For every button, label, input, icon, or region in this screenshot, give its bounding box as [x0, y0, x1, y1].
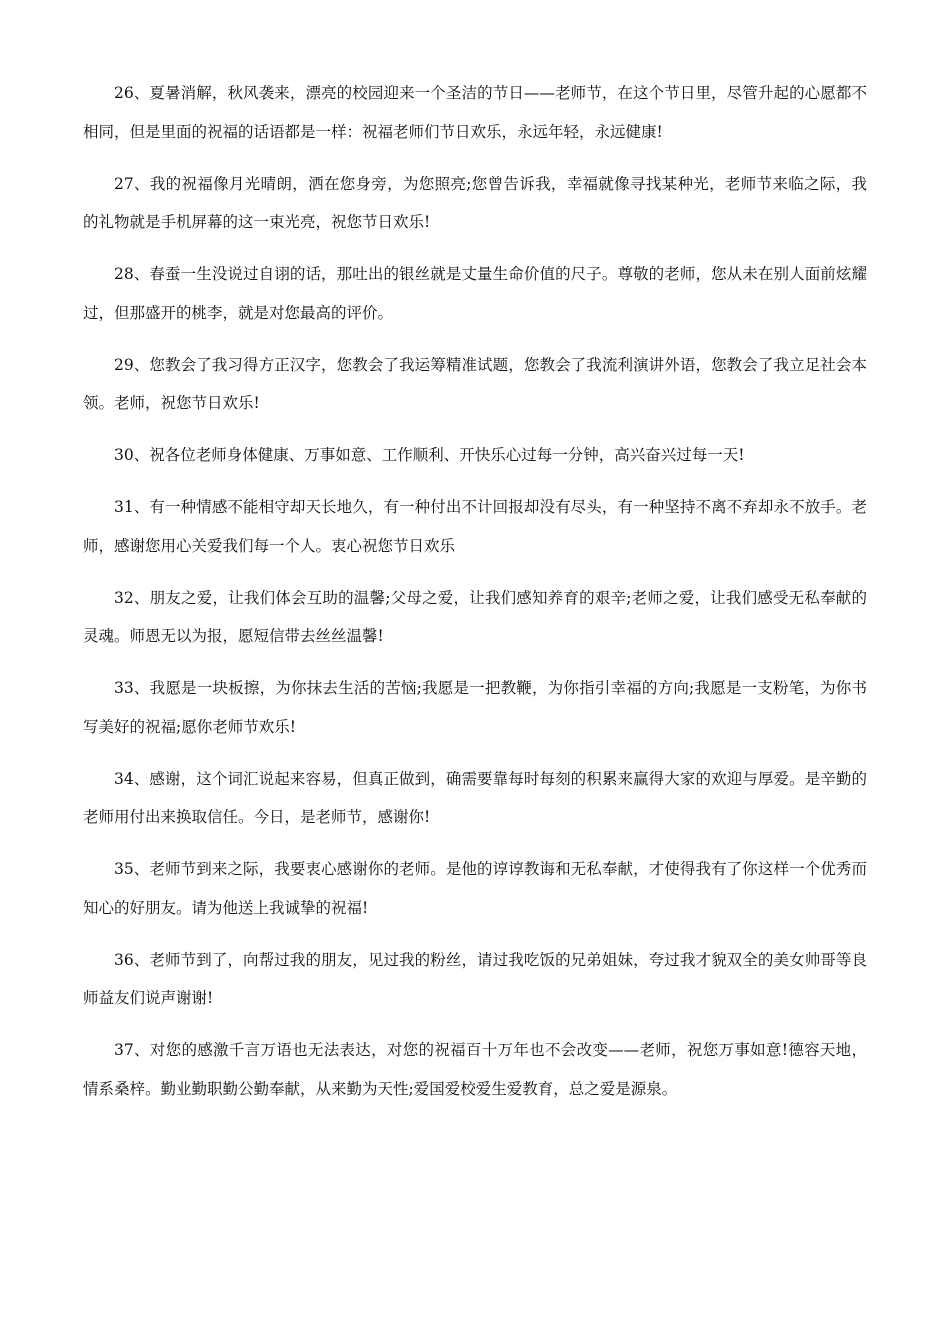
paragraph-36: 36、老师节到了，向帮过我的朋友，见过我的粉丝，请过我吃饭的兄弟姐妹，夸过我才貌双全的美女帅哥等良师益友们说声谢谢!: [83, 950, 867, 1007]
paragraph-33: 33、我愿是一块板擦，为你抹去生活的苦恼;我愿是一把教鞭，为你指引幸福的方向;我愿是一支粉笔，为你书写美好的祝福;愿你老师节欢乐!: [83, 679, 867, 736]
paragraph-35: 35、老师节到来之际，我要衷心感谢你的老师。是他的谆谆教诲和无私奉献，才使得我有了你这样一个优秀而知心的好朋友。请为他送上我诚挚的祝福!: [83, 860, 867, 917]
paragraph-30: 30、祝各位老师身体健康、万事如意、工作顺利、开快乐心过每一分钟，高兴奋兴过每一天!: [114, 446, 745, 464]
paragraph-34: 34、感谢，这个词汇说起来容易，但真正做到，确需要靠每时每刻的积累来赢得大家的欢迎与厚爱。是辛勤的老师用付出来换取信任。今日，是老师节，感谢你!: [83, 769, 867, 826]
paragraph-26: 26、夏暑消解，秋风袭来，漂亮的校园迎来一个圣洁的节日——老师节，在这个节日里，尽管升起的心愿都不相同，但是里面的祝福的话语都是一样：祝福老师们节日欢乐，永远年轻，永远健康!: [83, 84, 867, 141]
paragraph-28: 28、春蚕一生没说过自诩的话，那吐出的银丝就是丈量生命价值的尺子。尊敬的老师，您从未在别人面前炫耀过，但那盛开的桃李，就是对您最高的评价。: [83, 265, 867, 322]
document-body: [83, 74, 867, 1122]
paragraph-27: 27、我的祝福像月光晴朗，洒在您身旁，为您照亮;您曾告诉我，幸福就像寻找某种光，老师节来临之际，我的礼物就是手机屏幕的这一束光亮，祝您节日欢乐!: [83, 174, 867, 231]
paragraph-32: 32、朋友之爱，让我们体会互助的温馨;父母之爱，让我们感知养育的艰辛;老师之爱，让我们感受无私奉献的灵魂。师恩无以为报，愿短信带去丝丝温馨!: [83, 588, 867, 645]
paragraph-31: 31、有一种情感不能相守却天长地久，有一种付出不计回报却没有尽头，有一种坚持不离不弃却永不放手。老师，感谢您用心关爱我们每一个人。衷心祝您节日欢乐: [83, 498, 867, 555]
paragraph-29: 29、您教会了我习得方正汉字，您教会了我运筹精准试题，您教会了我流利演讲外语，您教会了我立足社会本领。老师，祝您节日欢乐!: [83, 355, 867, 412]
paragraph-37: 37、对您的感激千言万语也无法表达，对您的祝福百十万年也不会改变——老师，祝您万事如意!德容天地，情系桑梓。勤业勤职勤公勤奉献，从来勤为天性;爱国爱校爱生爱教育，总之爱是源泉。: [83, 1041, 867, 1098]
